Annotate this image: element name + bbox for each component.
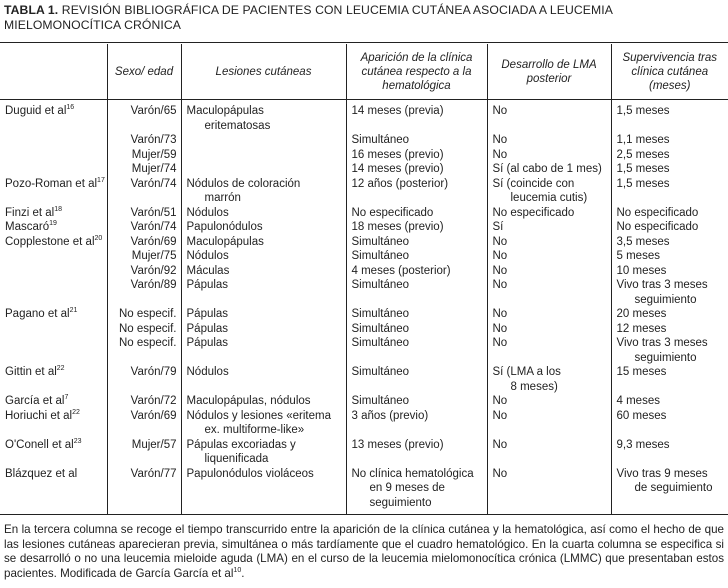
header-row bbox=[0, 44, 728, 100]
cell-author bbox=[0, 322, 107, 337]
cell-survival bbox=[611, 322, 728, 337]
cell-onset-line: 18 meses (previo) bbox=[351, 221, 444, 233]
cell-aml-line: No bbox=[492, 235, 508, 248]
cell-onset-line: Simultáneo bbox=[351, 134, 410, 146]
cell-lesions-line: liquenificada bbox=[204, 453, 269, 465]
cell-lesions-line: eritematosas bbox=[204, 119, 271, 132]
cell-survival-line: 3,5 meses bbox=[616, 235, 670, 248]
author-name: Pozo-Roman et al bbox=[5, 177, 98, 190]
cell-survival bbox=[611, 249, 728, 264]
cell-aml bbox=[487, 438, 611, 467]
cell-onset bbox=[346, 394, 487, 409]
author-ref: 18 bbox=[54, 205, 63, 213]
table-row bbox=[0, 307, 728, 322]
cell-survival bbox=[611, 133, 728, 148]
cell-lesions-line: marrón bbox=[204, 192, 241, 204]
cell-aml bbox=[487, 322, 611, 337]
cell-lesions bbox=[181, 409, 346, 438]
table-title-text: REVISIÓN BIBLIOGRÁFICA DE PACIENTES CON LEUCEMIA CUTÁNEA ASOCIADA A LEUCEMIA MIELOMONOCÍTICA CRÓNICA bbox=[4, 3, 613, 32]
header-lesions: Lesiones cutáneas bbox=[181, 44, 346, 100]
cell-sex-age bbox=[107, 278, 181, 307]
cell-aml bbox=[487, 467, 611, 515]
cell-onset-line: 4 meses (posterior) bbox=[351, 264, 451, 277]
cell-author bbox=[0, 409, 107, 438]
cell-onset bbox=[346, 409, 487, 438]
cell-aml bbox=[487, 133, 611, 148]
cell-aml-line: No bbox=[492, 134, 508, 146]
cell-lesions bbox=[181, 467, 346, 515]
table-row bbox=[0, 177, 728, 206]
cell-lesions-line: Maculopápulas bbox=[186, 105, 264, 117]
cell-lesions bbox=[181, 438, 346, 467]
cell-lesions bbox=[181, 249, 346, 264]
cell-sex-age bbox=[107, 322, 181, 337]
cell-survival-line: de seguimiento bbox=[634, 482, 713, 494]
cell-survival bbox=[611, 177, 728, 206]
cell-sex-age-line: Varón/65 bbox=[130, 105, 177, 117]
author-name: Gittin et al bbox=[5, 366, 57, 378]
cell-onset bbox=[346, 438, 487, 467]
cell-sex-age bbox=[107, 336, 181, 365]
author-name: O'Conell et al bbox=[5, 438, 74, 451]
cell-lesions-line: Nódulos y lesiones «eritema bbox=[186, 409, 331, 422]
cell-sex-age-line: Mujer/59 bbox=[131, 148, 177, 161]
header-aml: Desarrollo de LMA posterior bbox=[487, 44, 611, 100]
cell-sex-age bbox=[107, 409, 181, 438]
cell-survival bbox=[611, 220, 728, 235]
cell-onset-line: seguimiento bbox=[369, 496, 432, 509]
cell-onset bbox=[346, 177, 487, 206]
cell-aml bbox=[487, 249, 611, 264]
author-name: García et al bbox=[5, 395, 65, 407]
header-survival: Supervivencia tras clínica cutánea (meses) bbox=[611, 44, 728, 100]
cell-survival-line: 1,1 meses bbox=[616, 134, 670, 146]
table-row bbox=[0, 322, 728, 337]
cell-lesions bbox=[181, 235, 346, 250]
cell-lesions bbox=[181, 307, 346, 322]
cell-survival bbox=[611, 235, 728, 250]
cell-author bbox=[0, 235, 107, 250]
author-name: Copplestone et al bbox=[5, 235, 95, 248]
cell-survival-line: 9,3 meses bbox=[616, 438, 670, 451]
cell-onset-line: 16 meses (previo) bbox=[351, 148, 444, 161]
cell-sex-age bbox=[107, 177, 181, 206]
data-table bbox=[0, 44, 728, 515]
cell-author bbox=[0, 100, 107, 134]
cell-survival bbox=[611, 394, 728, 409]
cell-survival-line: Vivo tras 9 meses bbox=[616, 467, 708, 480]
cell-onset bbox=[346, 365, 487, 394]
cell-onset bbox=[346, 148, 487, 163]
cell-onset-line: No clínica hematológica bbox=[351, 467, 474, 480]
cell-survival-line: 1,5 meses bbox=[616, 177, 670, 190]
cell-author bbox=[0, 206, 107, 221]
table-footnote bbox=[4, 523, 724, 581]
cell-author bbox=[0, 394, 107, 409]
table-row bbox=[0, 100, 728, 134]
cell-aml-line: No bbox=[492, 264, 508, 277]
cell-aml bbox=[487, 235, 611, 250]
cell-author bbox=[0, 365, 107, 394]
cell-aml-line: leucemia cutis) bbox=[510, 192, 588, 204]
cell-sex-age bbox=[107, 467, 181, 515]
footnote-text: En la tercera columna se recoge el tiempo transcurrido entre la aparición de la clínica cutánea y la hematológica, así como el hecho de que las lesiones cutáneas aparecieran previa, simultánea o más tardíamente que el cuadro hematológico. En la cuarta columna se especifica si se desarrolló o no una leucemia mieloide aguda (LMA) en el curso de la leucemia mielomonocítica crónica (LMMC) que presentaban estos pacientes. Modificada de García García et al bbox=[4, 523, 724, 580]
cell-lesions-line: Maculopápulas, nódulos bbox=[186, 395, 311, 407]
table-row bbox=[0, 467, 728, 515]
cell-aml bbox=[487, 177, 611, 206]
cell-aml-line: 8 meses) bbox=[510, 380, 558, 393]
cell-aml bbox=[487, 307, 611, 322]
footnote-end: . bbox=[241, 566, 245, 580]
cell-aml-line: Sí bbox=[492, 221, 504, 233]
cell-survival-line: 4 meses bbox=[616, 395, 660, 407]
cell-survival bbox=[611, 365, 728, 394]
cell-sex-age-line: Varón/74 bbox=[130, 177, 177, 190]
cell-author bbox=[0, 162, 107, 177]
author-ref: 19 bbox=[49, 220, 57, 227]
cell-sex-age bbox=[107, 148, 181, 163]
cell-lesions bbox=[181, 322, 346, 337]
cell-survival bbox=[611, 336, 728, 365]
cell-survival-line: 15 meses bbox=[616, 366, 667, 378]
header-sex-age: Sexo/ edad bbox=[107, 44, 181, 100]
cell-lesions-line: Máculas bbox=[186, 264, 230, 277]
cell-sex-age bbox=[107, 307, 181, 322]
author-ref: 23 bbox=[73, 437, 82, 445]
cell-aml bbox=[487, 394, 611, 409]
cell-aml bbox=[487, 365, 611, 394]
cell-sex-age-line: No especif. bbox=[118, 322, 177, 335]
cell-sex-age-line: Varón/72 bbox=[130, 395, 177, 407]
author-ref: 20 bbox=[94, 234, 103, 242]
top-rule bbox=[0, 42, 728, 43]
cell-aml bbox=[487, 206, 611, 221]
author-ref: 16 bbox=[66, 104, 75, 111]
table-row bbox=[0, 394, 728, 409]
cell-sex-age bbox=[107, 394, 181, 409]
author-name: Pagano et al bbox=[5, 308, 70, 320]
cell-survival bbox=[611, 467, 728, 515]
cell-sex-age bbox=[107, 206, 181, 221]
cell-onset-line: Simultáneo bbox=[351, 366, 410, 378]
cell-survival-line: 1,5 meses bbox=[616, 105, 670, 117]
cell-lesions-line: Maculopápulas bbox=[186, 235, 264, 248]
cell-aml-line: No bbox=[492, 467, 508, 480]
cell-sex-age bbox=[107, 162, 181, 177]
cell-sex-age bbox=[107, 235, 181, 250]
cell-onset-line: en 9 meses de bbox=[369, 482, 445, 494]
cell-survival-line: 1,5 meses bbox=[616, 163, 670, 175]
cell-onset-line: 14 meses (previo) bbox=[351, 163, 444, 175]
cell-onset-line: Simultáneo bbox=[351, 337, 410, 349]
table-row bbox=[0, 336, 728, 365]
cell-survival-line: 5 meses bbox=[616, 250, 660, 262]
cell-survival-line: seguimiento bbox=[634, 351, 697, 364]
cell-lesions bbox=[181, 133, 346, 148]
cell-survival-line: seguimiento bbox=[634, 293, 697, 306]
cell-onset-line: Simultáneo bbox=[351, 395, 410, 407]
cell-survival bbox=[611, 100, 728, 134]
cell-author bbox=[0, 264, 107, 279]
cell-author bbox=[0, 278, 107, 307]
cell-lesions-line: Nódulos de coloración bbox=[186, 177, 301, 190]
cell-author bbox=[0, 438, 107, 467]
cell-aml-line: No bbox=[492, 308, 508, 320]
cell-survival-line: Vivo tras 3 meses bbox=[616, 337, 708, 349]
header-onset: Aparición de la clínica cutánea respecto a la hematológica bbox=[346, 44, 487, 100]
cell-onset-line: Simultáneo bbox=[351, 322, 410, 335]
author-name: Finzi et al bbox=[5, 206, 55, 219]
cell-lesions-line: Nódulos bbox=[186, 250, 229, 262]
cell-lesions-line: Pápulas bbox=[186, 308, 229, 320]
cell-lesions bbox=[181, 220, 346, 235]
cell-aml bbox=[487, 148, 611, 163]
cell-survival bbox=[611, 409, 728, 438]
cell-aml bbox=[487, 100, 611, 134]
cell-aml bbox=[487, 264, 611, 279]
cell-sex-age-line: Varón/51 bbox=[130, 206, 177, 219]
author-ref: 17 bbox=[97, 176, 105, 184]
cell-survival bbox=[611, 438, 728, 467]
cell-aml bbox=[487, 336, 611, 365]
table-row bbox=[0, 438, 728, 467]
author-ref: 21 bbox=[69, 307, 78, 314]
cell-aml-line: Sí (coincide con bbox=[492, 177, 575, 190]
cell-sex-age-line: No especif. bbox=[118, 308, 177, 320]
cell-lesions bbox=[181, 264, 346, 279]
cell-lesions-line: Pápulas bbox=[186, 322, 229, 335]
table-row bbox=[0, 148, 728, 163]
cell-lesions bbox=[181, 177, 346, 206]
table-row bbox=[0, 220, 728, 235]
cell-lesions-line: Pápulas bbox=[186, 279, 229, 291]
cell-onset bbox=[346, 322, 487, 337]
cell-author bbox=[0, 249, 107, 264]
cell-aml-line: No bbox=[492, 337, 508, 349]
cell-lesions-line: ex. multiforme-like» bbox=[204, 424, 305, 436]
table-title-label: TABLA 1. bbox=[4, 3, 59, 17]
cell-onset-line: 14 meses (previa) bbox=[351, 105, 444, 117]
cell-lesions-line: Papulonódulos violáceos bbox=[186, 467, 314, 480]
cell-aml-line: No bbox=[492, 409, 508, 422]
cell-lesions-line: Nódulos bbox=[186, 366, 229, 378]
cell-onset bbox=[346, 307, 487, 322]
cell-lesions bbox=[181, 365, 346, 394]
cell-lesions-line: Papulonódulos bbox=[186, 221, 263, 233]
cell-survival-line: 10 meses bbox=[616, 264, 667, 277]
cell-sex-age bbox=[107, 264, 181, 279]
author-name: Horiuchi et al bbox=[5, 409, 73, 422]
cell-survival bbox=[611, 278, 728, 307]
cell-sex-age-line: Varón/69 bbox=[130, 235, 177, 248]
cell-survival-line: No especificado bbox=[616, 206, 699, 219]
cell-lesions bbox=[181, 278, 346, 307]
cell-onset-line: 13 meses (previo) bbox=[351, 438, 444, 451]
cell-aml bbox=[487, 162, 611, 177]
cell-sex-age-line: Varón/92 bbox=[130, 264, 177, 277]
cell-onset bbox=[346, 220, 487, 235]
cell-onset-line: 3 años (previo) bbox=[351, 409, 429, 422]
cell-onset bbox=[346, 249, 487, 264]
cell-author bbox=[0, 307, 107, 322]
table-row bbox=[0, 409, 728, 438]
cell-onset-line: Simultáneo bbox=[351, 235, 410, 248]
table-row bbox=[0, 278, 728, 307]
cell-lesions-line: Pápulas excoriadas y bbox=[186, 438, 296, 451]
cell-sex-age-line: Varón/77 bbox=[130, 467, 177, 480]
cell-aml-line: No bbox=[492, 322, 508, 335]
table-row bbox=[0, 162, 728, 177]
cell-onset bbox=[346, 100, 487, 134]
cell-aml-line: No bbox=[492, 105, 508, 117]
cell-onset bbox=[346, 467, 487, 515]
cell-survival bbox=[611, 162, 728, 177]
cell-sex-age-line: Mujer/57 bbox=[131, 438, 177, 451]
cell-lesions-line: Nódulos bbox=[186, 206, 229, 219]
cell-author bbox=[0, 336, 107, 365]
footnote-ref: 10 bbox=[233, 566, 242, 574]
cell-onset bbox=[346, 162, 487, 177]
table-row bbox=[0, 206, 728, 221]
cell-survival-line: Vivo tras 3 meses bbox=[616, 279, 708, 291]
cell-aml-line: No especificado bbox=[492, 206, 575, 219]
cell-sex-age bbox=[107, 249, 181, 264]
cell-aml-line: Sí (al cabo de 1 mes) bbox=[492, 163, 602, 175]
cell-aml-line: No bbox=[492, 148, 508, 161]
cell-sex-age-line: Varón/89 bbox=[130, 279, 177, 291]
author-name: Blázquez et al bbox=[5, 467, 78, 480]
author-ref: 7 bbox=[64, 394, 69, 401]
cell-onset bbox=[346, 278, 487, 307]
cell-sex-age-line: Varón/73 bbox=[130, 134, 177, 146]
cell-author bbox=[0, 220, 107, 235]
cell-aml-line: No bbox=[492, 395, 508, 407]
author-name: Mascaró bbox=[5, 221, 50, 233]
cell-onset-line: No especificado bbox=[351, 206, 434, 219]
header-author bbox=[0, 44, 107, 100]
cell-onset-line: Simultáneo bbox=[351, 279, 410, 291]
author-ref: 22 bbox=[56, 365, 65, 372]
table-row bbox=[0, 133, 728, 148]
cell-lesions bbox=[181, 336, 346, 365]
cell-aml bbox=[487, 220, 611, 235]
cell-onset bbox=[346, 336, 487, 365]
cell-survival-line: 20 meses bbox=[616, 308, 667, 320]
cell-author bbox=[0, 467, 107, 515]
table-title bbox=[4, 3, 724, 33]
cell-lesions bbox=[181, 100, 346, 134]
cell-author bbox=[0, 177, 107, 206]
cell-aml bbox=[487, 409, 611, 438]
cell-lesions-line: Pápulas bbox=[186, 337, 229, 349]
table-row bbox=[0, 235, 728, 250]
cell-lesions bbox=[181, 206, 346, 221]
cell-onset-line: 12 años (posterior) bbox=[351, 177, 449, 190]
cell-survival-line: 60 meses bbox=[616, 409, 667, 422]
cell-lesions bbox=[181, 394, 346, 409]
cell-aml-line: No bbox=[492, 438, 508, 451]
cell-survival bbox=[611, 307, 728, 322]
cell-sex-age-line: Varón/74 bbox=[130, 221, 177, 233]
cell-onset-line: Simultáneo bbox=[351, 308, 410, 320]
cell-aml-line: No bbox=[492, 279, 508, 291]
cell-onset-line: Simultáneo bbox=[351, 250, 410, 262]
cell-lesions bbox=[181, 162, 346, 177]
cell-survival bbox=[611, 206, 728, 221]
cell-sex-age-line: Mujer/74 bbox=[131, 163, 177, 175]
cell-sex-age-line: No especif. bbox=[118, 337, 177, 349]
table-row bbox=[0, 365, 728, 394]
author-name: Duguid et al bbox=[5, 105, 67, 117]
cell-author bbox=[0, 133, 107, 148]
table-row bbox=[0, 249, 728, 264]
cell-sex-age bbox=[107, 133, 181, 148]
cell-onset bbox=[346, 206, 487, 221]
cell-survival-line: 12 meses bbox=[616, 322, 667, 335]
table-row bbox=[0, 264, 728, 279]
cell-sex-age-line: Mujer/75 bbox=[131, 250, 177, 262]
cell-sex-age-line: Varón/79 bbox=[130, 366, 177, 378]
cell-sex-age bbox=[107, 438, 181, 467]
author-ref: 22 bbox=[72, 408, 80, 416]
cell-sex-age bbox=[107, 365, 181, 394]
cell-sex-age-line: Varón/69 bbox=[130, 409, 177, 422]
cell-aml-line: Sí (LMA a los bbox=[492, 366, 561, 378]
cell-author bbox=[0, 148, 107, 163]
cell-survival bbox=[611, 148, 728, 163]
cell-survival-line: 2,5 meses bbox=[616, 148, 670, 161]
cell-aml bbox=[487, 278, 611, 307]
cell-survival bbox=[611, 264, 728, 279]
cell-onset bbox=[346, 133, 487, 148]
cell-onset bbox=[346, 235, 487, 250]
cell-survival-line: No especificado bbox=[616, 221, 699, 233]
cell-sex-age bbox=[107, 100, 181, 134]
cell-aml-line: No bbox=[492, 250, 508, 262]
cell-lesions bbox=[181, 148, 346, 163]
cell-sex-age bbox=[107, 220, 181, 235]
cell-onset bbox=[346, 264, 487, 279]
